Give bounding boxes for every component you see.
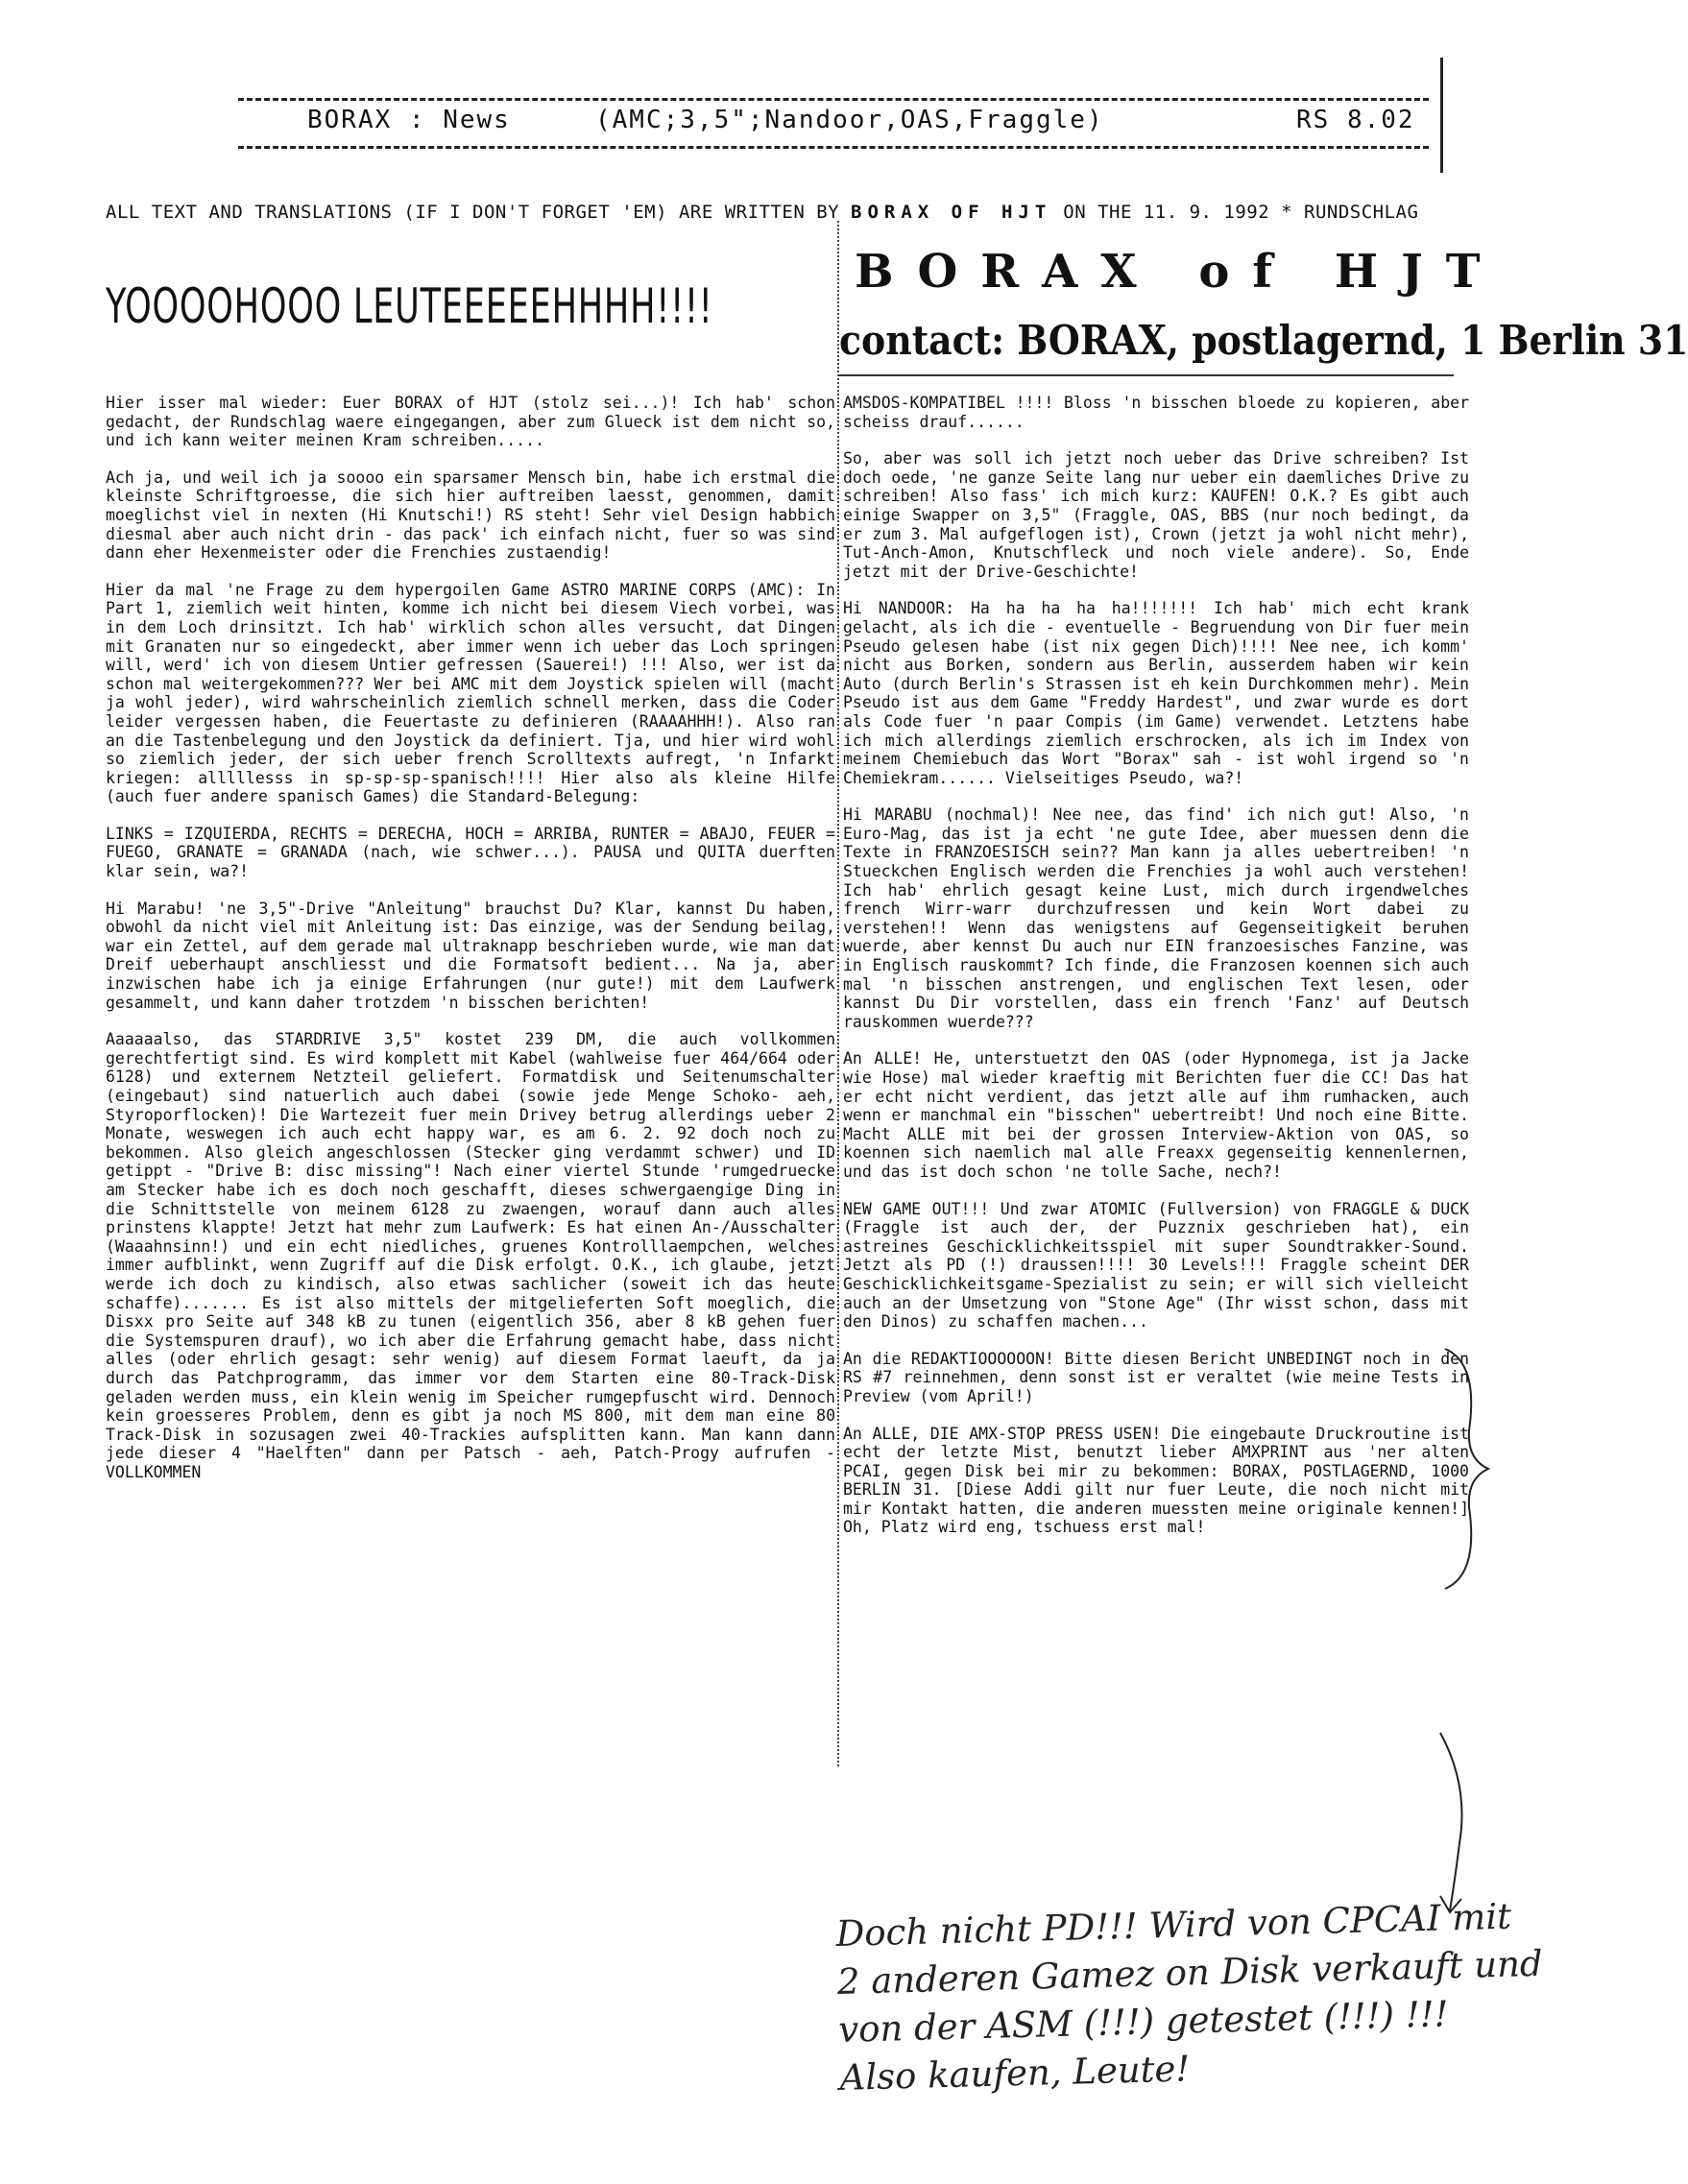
note-line: Also kaufen, Leute!: [839, 2048, 1191, 2099]
paragraph-key-mapping: LINKS = IZQUIERDA, RECHTS = DERECHA, HOCH = ARRIBA, RUNTER = ABAJO, FEUER = FUEGO, GRANATE = GRANADA (nach, wie schwer...). PAUSA und QUITA duerften klar sein, wa?!: [106, 824, 835, 881]
headline: YOOOOHOOO LEUTEEEEEHHHH!!!!: [106, 278, 713, 334]
handwritten-arrow-icon: [1431, 1728, 1488, 1920]
note-line: Doch nicht PD!!! Wird von CPCAI mit: [835, 1895, 1512, 1955]
credit-suffix: ON THE 11. 9. 1992 * RUNDSCHLAG: [1063, 202, 1419, 223]
paragraph-redaktion: An die REDAKTIOOOOOON! Bitte diesen Bericht UNBEDINGT noch in den RS #7 reinnehmen, denn sonst ist er veraltet (wie meine Tests in Preview (vom April!): [843, 1349, 1469, 1405]
paragraph-drive-manual: Hi Marabu! 'ne 3,5"-Drive "Anleitung" brauchst Du? Klar, kannst Du haben, obwohl da nicht viel mit Anleitung ist: Das einzige, was der Sendung beilag, war ein Zettel, auf dem gerade mal ultraknapp beschrieben wurde, wie man dat Dreif ueberhaupt anschliesst und die Formatsoft bedient... Na ja, aber inzwischen habe ich ja einige Erfahrungen (nur gute!) mit dem Laufwerk gesammelt, und kann daher trotzdem 'n bisschen berichten!: [106, 899, 835, 1012]
paragraph-intro: Hier isser mal wieder: Euer BORAX of HJT (stolz sei...)! Ich hab' schon gedacht, der Rundschlag waere eingegangen, aber zum Glueck ist dem nicht so, und ich kann weiter meinen Kram schreiben.....: [106, 394, 835, 450]
header-topics: (AMC;3,5";Nandoor,OAS,Fraggle): [595, 106, 1104, 134]
paragraph-drive-end: So, aber was soll ich jetzt noch ueber das Drive schreiben? Ist doch oede, 'ne ganze Seite lang nur ueber ein daemliches Drive zu schreiben! Also fass' ich mich kurz: KAUFEN! O.K.? Es gibt auch einige Swapper on 3,5" (Fraggle, OAS, BBS (nur noch bedingt, da er zum 3. Mal aufgeflogen ist), Crown (jetzt ja wohl nicht mehr), Tut-Anch-Amon, Knutschfleck und noch viele andere). So, Ende jetzt mit der Drive-Geschichte!: [843, 449, 1469, 581]
credit-prefix: ALL TEXT AND TRANSLATIONS (IF I DON'T FORGET 'EM) ARE WRITTEN BY: [106, 202, 840, 223]
paragraph-new-game: NEW GAME OUT!!! Und zwar ATOMIC (Fullversion) von FRAGGLE & DUCK (Fraggle ist auch der, der Puzznix geschrieben hat), ein astreines Geschicklichkeitsspiel mit super Soundtrakker-Sound. Jetzt als PD (!) draussen!!!! 30 Levels!!! Fraggle scheint DER Geschicklichkeitsgame-Spezialist zu sein; er will sich vielleicht auch an der Umsetzung von "Stone Age" (Ihr wisst schon, dass mit den Dinos) zu schaffen machen...: [843, 1199, 1469, 1332]
credit-author: BORAX OF HJT: [851, 202, 1052, 223]
column-divider: [837, 221, 839, 1766]
paragraph-oas: An ALLE! He, unterstuetzt den OAS (oder Hypnomega, ist ja Jacke wie Hose) mal wieder kraeftig mit Berichten fuer die CC! Das hat er echt nicht verdient, das jetzt alle auf ihm rumhacken, auch wenn er manchmal ein "bisschen" uebertreibt! Und noch eine Bitte. Macht ALLE mit bei der grossen Interview-Aktion von OAS, so koennen sich naemlich mal alle Freaxx gegenseitig kennenlernen, und das ist doch schon 'ne tolle Sache, nech?!: [843, 1049, 1469, 1181]
paragraph-amx: An ALLE, DIE AMX-STOP PRESS USEN! Die eingebaute Druckroutine ist echt der letzte Mist, benutzt lieber AMXPRINT aus 'ner alten PCAI, gegen Disk bei mir zu bekommen: BORAX, POSTLAGERND, 1000 BERLIN 31. [Diese Addi gilt nur fuer Leute, die noch nicht mit mir Kontakt hatten, die anderen muessten meine originale kennen!] Oh, Platz wird eng, tschuess erst mal!: [843, 1424, 1469, 1537]
credit-line: [106, 202, 1431, 223]
handwritten-note: [835, 1894, 1544, 2102]
contact-address: contact: BORAX, postlagernd, 1 Berlin 31: [839, 317, 1688, 364]
note-line: von der ASM (!!!) getestet (!!!) !!!: [837, 1993, 1449, 2051]
paragraph-stardrive: Aaaaaalso, das STARDRIVE 3,5" kostet 239 DM, die auch vollkommen gerechtfertigt sind. Es wird komplett mit Kabel (wahlweise fuer 464/664 oder 6128) und externem Netzteil geliefert. Formatdisk und Seitenumschalter (eingebaut) sind natuerlich auch dabei (sowie jede Menge Schoko- aeh, Styroporflocken)! Die Wartezeit fuer mein Drivey betrug allerdings ueber 2 Monate, weswegen ich auch echt happy war, es am 6. 2. 92 doch noch zu bekommen. Also gleich angeschlossen (Stecker ging verdammt schwer) und ID getippt - "Drive B: disc missing"! Nach einer viertel Stunde 'rumgedruecke am Stecker habe ich es doch noch geschafft, dieses schwergaengige Ding in die Schnittstelle von meinem 6128 zu zwaengen, worauf dann auch alles prinstens klappte! Jetzt hat mehr zum Laufwerk: Es hat einen An-/Ausschalter (Waaahnsinn!) und ein echt niedliches, gruenes Kontrolllaempchen, welches immer aufblinkt, wenn Zugriff auf die Disk erfolgt. O.K., ich glaube, jetzt werde ich doch zu kindisch, also etwas sachlicher (soweit ich das heute schaffe)....... Es ist also mittels der mitgelieferten Soft moeglich, die Disxx pro Seite auf 348 kB zu tunen (eigentlich 356, aber 8 kB gehen fuer die Systemspuren drauf), wo ich aber die Erfahrung gemacht habe, dass nicht alles (oder ehrlich gesagt: sehr wenig) auf diesem Format laeuft, da ja durch das Patchprogramm, das immer vor dem Starten eine 80-Track-Disk geladen werden muss, ein klein wenig im Speicher rumgepfuscht wird. Dennoch kein groesseres Problem, denn es gibt ja noch MS 800, mit dem man eine 80 Track-Disk in sozusagen zwei 40-Trackies aufsplitten kann. Man kann dann jede dieser 4 "Haelften" dann per Patsch - aeh, Patch-Progy aufrufen - VOLLKOMMEN: [106, 1030, 835, 1481]
paragraph-font: Ach ja, und weil ich ja soooo ein sparsamer Mensch bin, habe ich erstmal die kleinste Schriftgroesse, die sich hier auftreiben laesst, genommen, damit moeglichst viel in nexten (Hi Knutschi!) RS steht! Sehr viel Design habbich diesmal aber auch nicht drin - das pack' ich einfach nicht, fuer so was sind dann eher Hexenmeister oder die Frenchies zustaendig!: [106, 468, 835, 563]
paragraph-nandoor: Hi NANDOOR: Ha ha ha ha ha!!!!!!! Ich hab' mich echt krank gelacht, als ich die - eventuelle - Begruendung von Dir fuer mein Pseudo gelesen habe (ist nix gegen Dich)!!!! Nee nee, ich komm' nicht aus Borken, sondern aus Berlin, ausserdem haben wir kein Auto (durch Berlin's Strassen ist eh kein Durchkommen mehr). Mein Pseudo ist aus dem Game "Freddy Hardest", und zwar wurde es dort als Code fuer 'n paar Compis (im Game) verwendet. Letztens habe ich mich allerdings ziemlich erschrocken, als ich im Index von meinem Chemiebuch das Wort "Borax" sah - ist wohl irgend so 'n Chemiekram...... Vielseitiges Pseudo, wa?!: [843, 599, 1469, 787]
header-rule-top: [238, 98, 1429, 101]
handwritten-bracket: [1440, 1344, 1498, 1594]
right-column: [843, 394, 1469, 1555]
masthead: BORAX of HJT: [855, 245, 1504, 299]
header: [250, 106, 1421, 144]
paragraph-amc: Hier da mal 'ne Frage zu dem hypergoilen Game ASTRO MARINE CORPS (AMC): In Part 1, ziemlich weit hinten, komme ich nicht bei diesem Viech vorbei, was in dem Loch drinsitzt. Ich hab' wirklich schon alles versucht, dat Dingen mit Granaten nur so eingedeckt, aber immer wenn ich ueber das Loch springen will, werd' ich von diesem Untier gefressen (Sauerei!) !!! Also, wer ist da schon mal weitergekommen??? Wer bei AMC mit dem Joystick spielen will (macht ja wohl jeder), wird wahrscheinlich ziemlich schnell merken, dass die Coder leider vergessen haben, die Feuertaste zu definieren (RAAAAHHH!). Also ran an die Tastenbelegung und den Joystick da definiert. Tja, und hier wird wohl so ziemlich jeder, der sich ueber french Scrolltexts aufregt, 'n Infarkt kriegen: alllllesss in sp-sp-sp-spanisch!!!! Hier also als kleine Hilfe (auch fuer andere spanisch Games) die Standard-Belegung:: [106, 580, 835, 806]
paragraph-amsdos: AMSDOS-KOMPATIBEL !!!! Bloss 'n bisschen bloede zu kopieren, aber scheiss drauf......: [843, 394, 1469, 431]
margin-rule: [1440, 58, 1443, 173]
header-rule-bottom: [238, 146, 1429, 149]
header-issue: RS 8.02: [1296, 106, 1415, 134]
contact-rule: [839, 374, 1454, 376]
paragraph-marabu: Hi MARABU (nochmal)! Nee nee, das find' ich nich gut! Also, 'n Euro-Mag, das ist ja echt 'ne gute Idee, aber muessen denn die Texte in FRANZOESISCH sein?? Man kann ja alles uebertreiben! 'n Stueckchen Englisch werden die Frenchies ja wohl auch verstehen! Ich hab' ehrlich gesagt keine Lust, mich durch irgendwelches french Wirr-warr durchzufressen und kein Wort dabei zu verstehen!! Wenn das wenigstens auf Gegenseitigkeit beruhen wuerde, aber kennst Du auch nur EIN franzoesisches Fanzine, was in Englisch rauskommt? Ich finde, die Franzosen koennen sich auch mal 'n bisschen anstrengen, und englischen Text lesen, oder kannst Du Dir vorstellen, dass ein french 'Fanz' auf Deutsch rauskommen wuerde???: [843, 805, 1469, 1031]
left-column: [106, 394, 835, 1500]
header-title: BORAX : News: [307, 106, 511, 134]
note-line: 2 anderen Gamez on Disk verkauft und: [836, 1942, 1544, 2003]
